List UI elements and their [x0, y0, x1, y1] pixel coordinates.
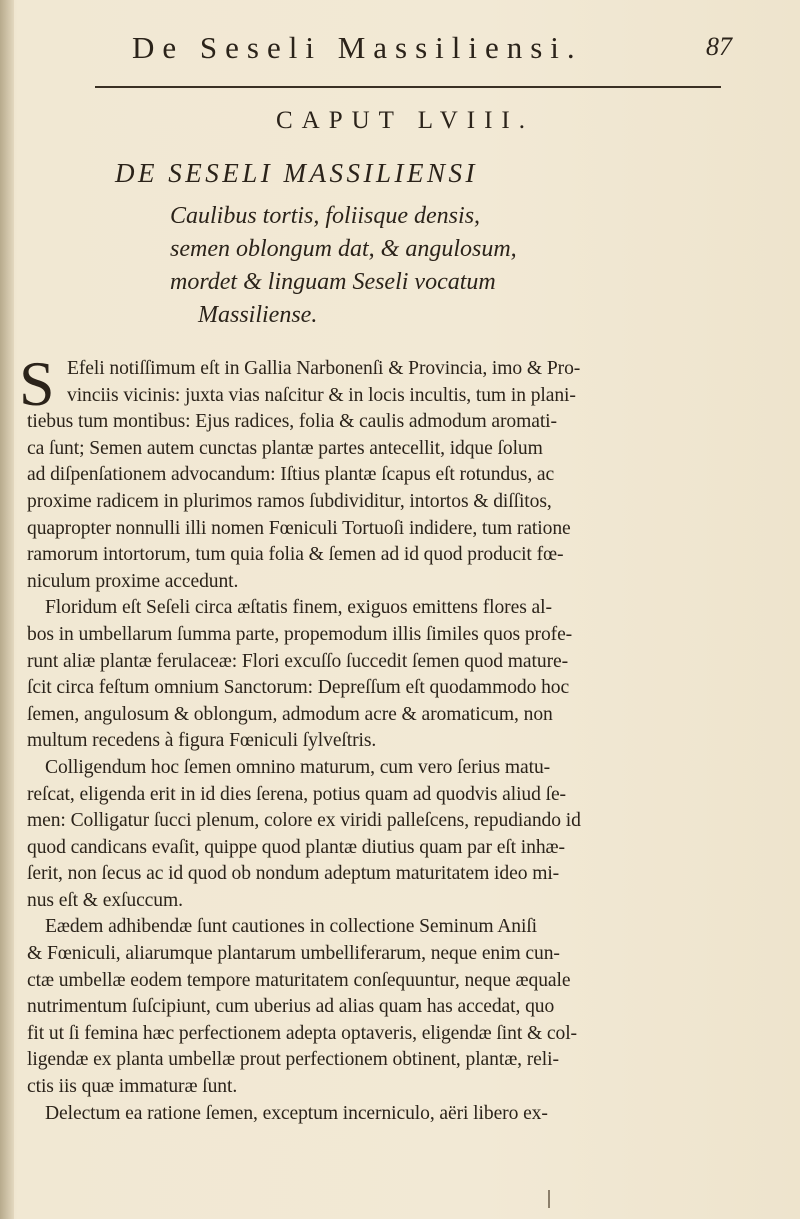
text-line: ſemen, angulosum & oblongum, admodum acre & aromaticum, non — [27, 703, 553, 725]
text-line: vinciis vicinis: juxta vias naſcitur & in locis incultis, tum in plani- — [67, 384, 576, 406]
text-line: men: Colligatur ſucci plenum, colore ex viridi palleſcens, repudiando id — [27, 810, 581, 832]
text-line: quod candicans evaſit, quippe quod plantæ diutius quam par eſt inhæ- — [27, 836, 565, 858]
text-line: ctæ umbellæ eodem tempore maturitatem conſequuntur, neque æquale — [27, 969, 571, 991]
text-line: ca ſunt; Semen autem cunctas plantæ partes antecellit, idque ſolum — [27, 437, 543, 459]
bottom-mark — [548, 1190, 550, 1208]
text-line: niculum proxime accedunt. — [27, 570, 239, 592]
summary-line: semen oblongum dat, & angulosum, — [170, 236, 517, 262]
text-line: nutrimentum ſuſcipiunt, cum uberius ad alias quam has accedat, quo — [27, 996, 555, 1018]
running-head — [132, 30, 732, 70]
body-text — [19, 348, 717, 1127]
chapter-summary — [170, 200, 690, 332]
text-line: Floridum eſt Seſeli circa æſtatis finem, exiguos emittens flores al- — [45, 597, 552, 619]
running-head-title: De Seseli Massiliensi. — [132, 30, 583, 65]
summary-line: Caulibus tortis, foliisque densis, — [170, 203, 481, 229]
text-line: ſerit, non ſecus ac id quod ob nondum adeptum maturitatem ideo mi- — [27, 863, 560, 885]
text-line: tiebus tum montibus: Ejus radices, folia & caulis admodum aromati- — [27, 411, 557, 433]
text-line: Colligendum hoc ſemen omnino maturum, cum vero ſerius matu- — [45, 756, 551, 778]
text-line: bos in umbellarum ſumma parte, propemodum illis ſimiles quos profe- — [27, 623, 573, 645]
text-line: Eædem adhibendæ ſunt cautiones in collectione Seminum Aniſi — [45, 916, 538, 938]
text-line: quapropter nonnulli illi nomen Fœniculi Tortuoſi indidere, tum ratione — [27, 517, 571, 539]
text-line: runt aliæ plantæ ferulaceæ: Flori excuſſo ſuccedit ſemen quod mature- — [27, 650, 569, 672]
header-rule — [95, 86, 721, 88]
chapter-subject: DE SESELI MASSILIENSI — [115, 158, 478, 188]
text-line: fit ut ſi femina hæc perfectionem adepta optaveris, eligendæ ſint & col- — [27, 1022, 577, 1044]
drop-capital: S — [19, 348, 55, 419]
text-line: proxime radicem in plurimos ramos ſubdividitur, intortos & diſſitos, — [27, 490, 552, 512]
text-line: multum recedens à figura Fœniculi ſylveſtris. — [27, 730, 377, 752]
page-gutter — [0, 0, 14, 1219]
page-number: 87 — [706, 32, 732, 61]
summary-line: Massiliense. — [198, 302, 318, 328]
text-line: Efeli notiſſimum eſt in Gallia Narbonenſi & Provincia, imo & Pro- — [67, 358, 581, 379]
text-line: ſcit circa feſtum omnium Sanctorum: Depreſſum eſt quodammodo hoc — [27, 677, 570, 699]
text-line: ligendæ ex planta umbellæ prout perfectionem obtinent, plantæ, reli- — [27, 1049, 559, 1071]
chapter-heading: CAPUT LVIII. — [275, 107, 534, 134]
text-line: ramorum intortorum, tum quia folia & ſemen ad id quod producit fœ- — [27, 544, 564, 566]
text-line: nus eſt & exſuccum. — [27, 889, 183, 911]
text-line: reſcat, eligenda erit in id dies ſerena, potius quam ad quodvis aliud ſe- — [27, 783, 566, 805]
text-line: Delectum ea ratione ſemen, exceptum incerniculo, aëri libero ex- — [45, 1102, 548, 1124]
text-line: ad diſpenſationem advocandum: Iſtius plantæ ſcapus eſt rotundus, ac — [27, 464, 555, 486]
text-line: & Fœniculi, aliarumque plantarum umbelliferarum, neque enim cun- — [27, 943, 560, 965]
summary-line: mordet & linguam Seseli vocatum — [170, 269, 496, 295]
text-line: ctis iis quæ immaturæ ſunt. — [27, 1076, 238, 1098]
